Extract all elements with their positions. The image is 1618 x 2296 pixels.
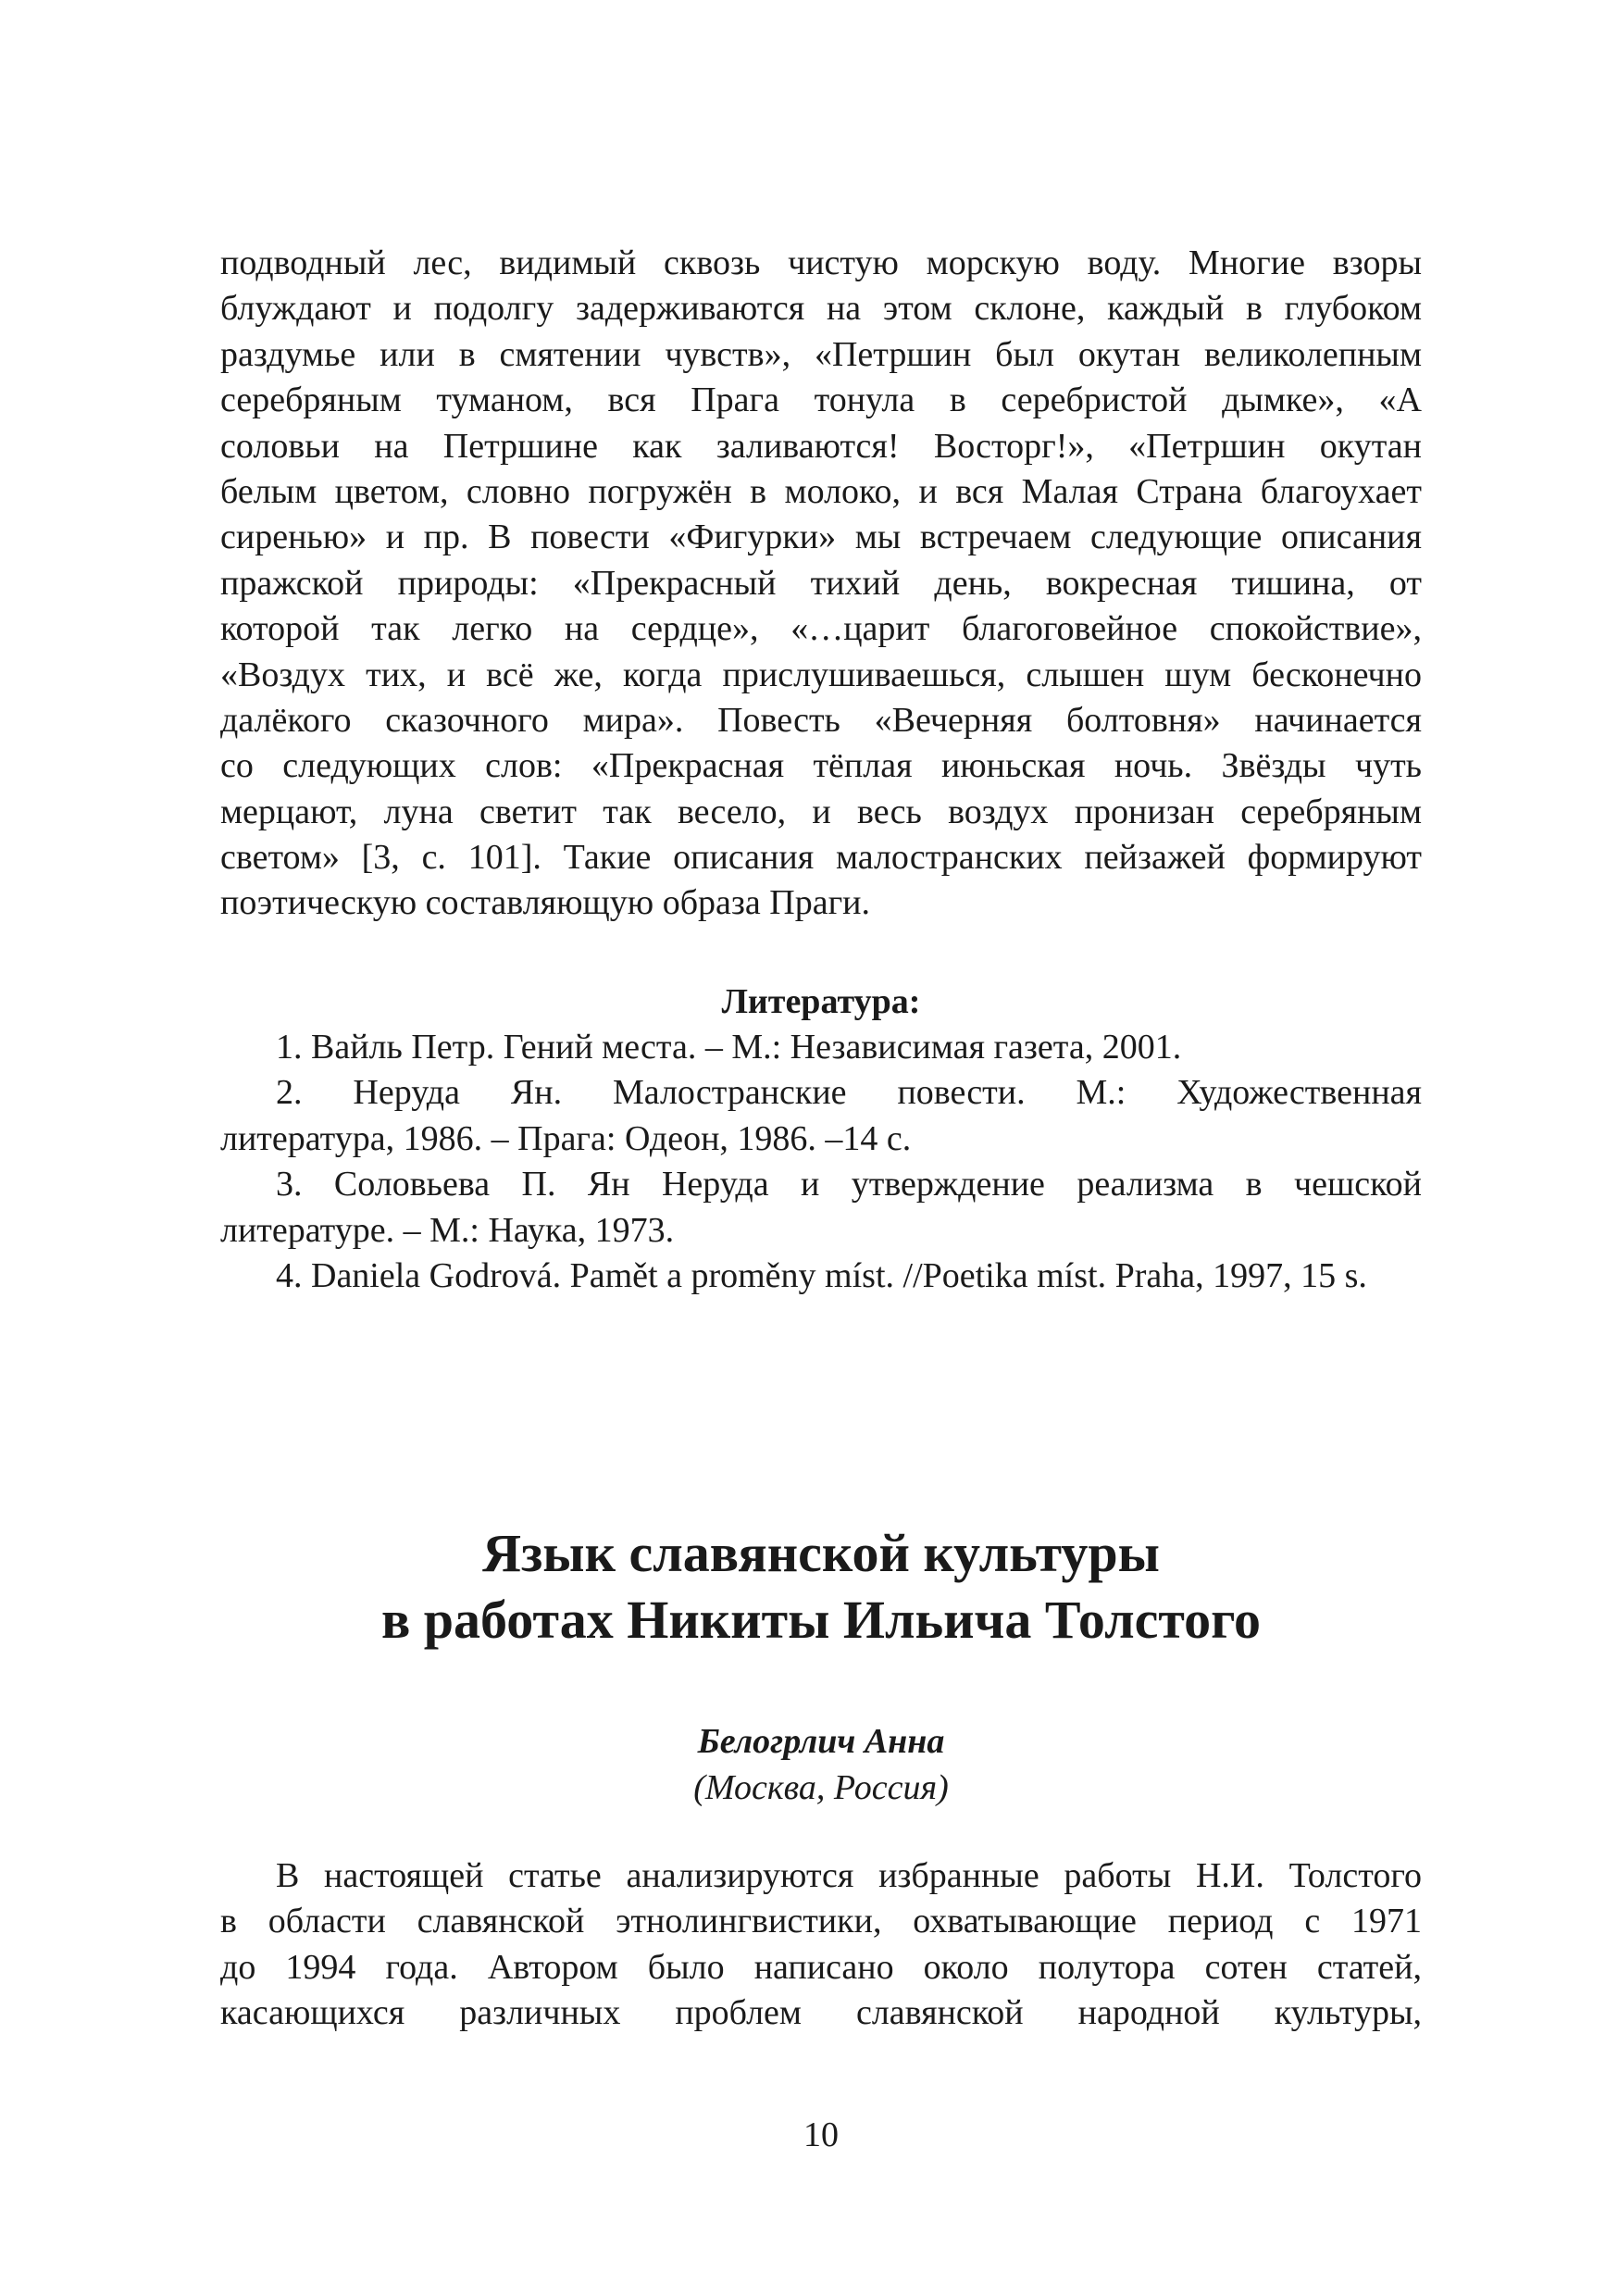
author-location: (Москва, Россия) [693, 1768, 949, 1807]
reference-item-continued: литературе. – М.: Наука, 1973. [220, 1210, 675, 1250]
article-title [220, 1520, 1422, 1653]
text-line: сиренью» и пр. В повести «Фигурки» мы встречаем следующие описания [220, 518, 1422, 557]
text-line: которой так легко на сердце», «…царит благоговейное спокойствие», [220, 609, 1422, 649]
author-block [220, 1718, 1422, 1811]
text-line: в области славянской этнолингвистики, охватывающие период с 1971 [220, 1902, 1422, 1941]
text-line: до 1994 года. Автором было написано около полутора сотен статей, [220, 1947, 1422, 1987]
body-paragraph-continued [220, 241, 1422, 927]
reference-item: 4. Daniela Godrová. Pamět a proměny míst. //Poetika míst. Praha, 1997, 15 s. [276, 1255, 1367, 1295]
text-line: поэтическую составляющую образа Праги. [220, 883, 870, 923]
reference-item: 2. Неруда Ян. Малостранские повести. М.: Художественная [276, 1073, 1422, 1113]
reference-item: 1. Вайль Петр. Гений места. – М.: Независимая газета, 2001. [276, 1028, 1182, 1067]
text-line: блуждают и подолгу задерживаются на этом склоне, каждый в глубоком [220, 289, 1422, 329]
text-line: В настоящей статье анализируются избранные работы Н.И. Толстого [276, 1856, 1422, 1895]
reference-list [220, 1025, 1422, 1299]
literature-heading: Литература: [721, 982, 921, 1021]
article-title-line: в работах Никиты Ильича Толстого [380, 1590, 1262, 1650]
text-line: далёкого сказочного мира». Повесть «Вечерняя болтовня» начинается [220, 700, 1422, 740]
article-body [220, 1853, 1422, 2037]
text-line: «Воздух тих, и всё же, когда прислушиваешься, слышен шум бесконечно [220, 655, 1422, 694]
text-line: касающихся различных проблем славянской народной культуры, [220, 1993, 1422, 2033]
text-line: пражской природы: «Прекрасный тихий день, вокресная тишина, от [220, 563, 1422, 603]
text-line: раздумье или в смятении чувств», «Петршин был окутан великолепным [220, 334, 1422, 374]
text-line: со следующих слов: «Прекрасная тёплая июньская ночь. Звёзды чуть [220, 746, 1422, 786]
article-title-line: Язык славянской культуры [482, 1523, 1160, 1583]
text-line: подводный лес, видимый сквозь чистую морскую воду. Многие взоры [220, 243, 1422, 282]
text-line: белым цветом, словно погружён в молоко, и вся Малая Страна благоухает [220, 471, 1422, 511]
author-name: Белогрлич Анна [697, 1722, 945, 1761]
text-line: мерцают, луна светит так весело, и весь воздух пронизан серебряным [220, 792, 1422, 831]
reference-item-continued: литература, 1986. – Прага: Одеон, 1986. –14 с. [220, 1118, 912, 1158]
reference-item: 3. Соловьева П. Ян Неруда и утверждение реализма в чешской [276, 1165, 1422, 1204]
text-line: соловьи на Петршине как заливаются! Восторг!», «Петршин окутан [220, 426, 1422, 466]
text-line: серебряным туманом, вся Прага тонула в серебристой дымке», «А [220, 381, 1422, 420]
text-line: светом» [3, с. 101]. Такие описания малостранских пейзажей формируют [220, 838, 1422, 878]
page-number: 10 [803, 2115, 839, 2154]
